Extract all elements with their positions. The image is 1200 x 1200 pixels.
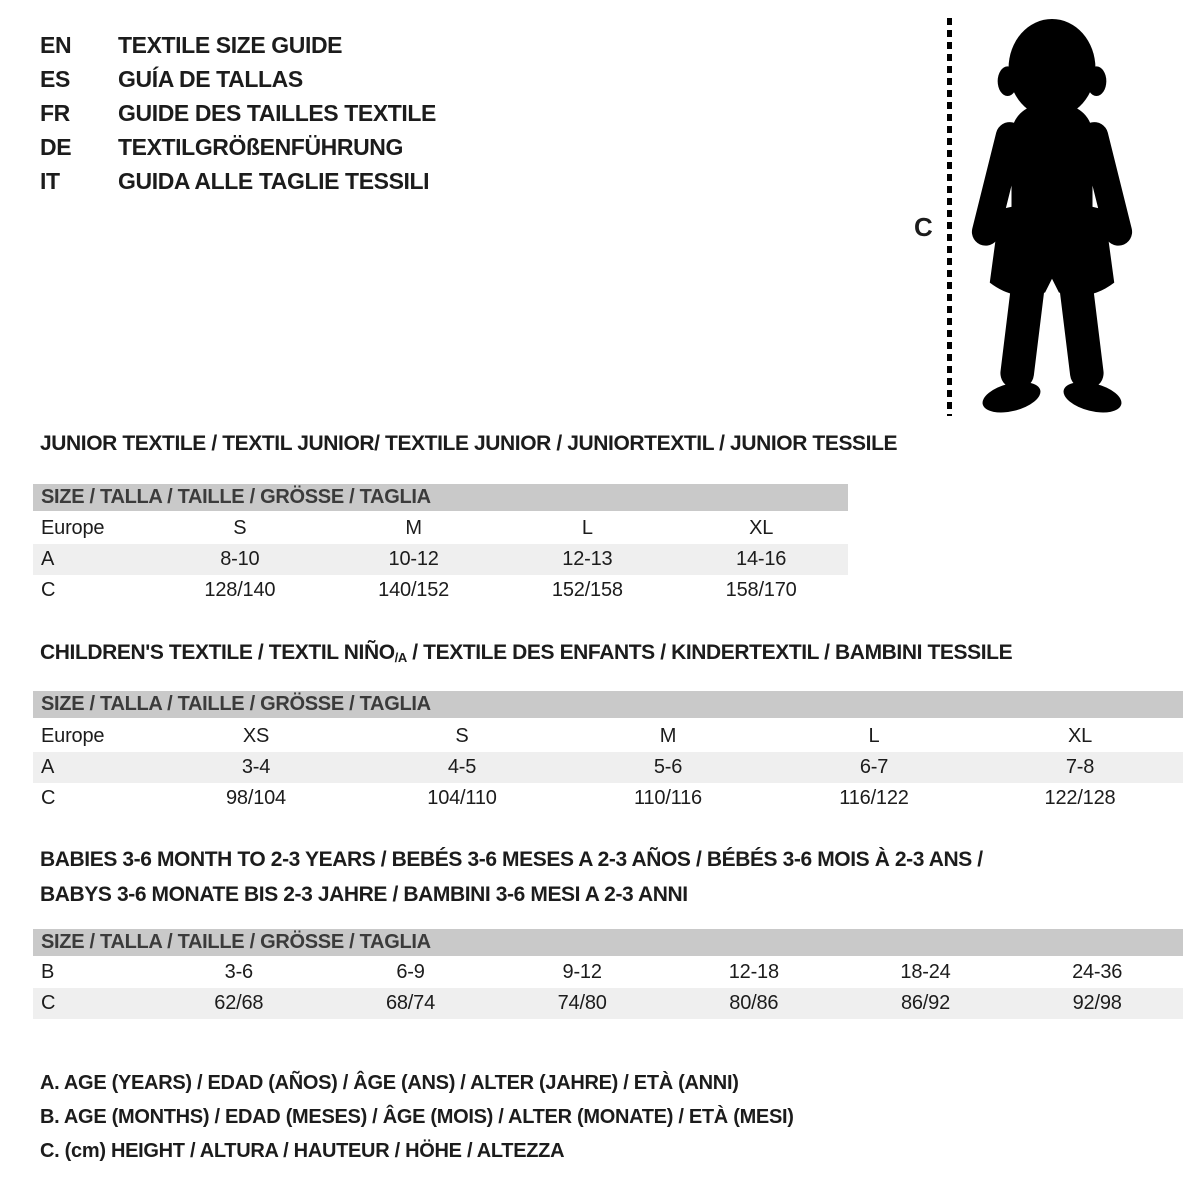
table-cell: Europe (41, 725, 105, 747)
table-cell: 3-6 (224, 961, 253, 983)
table-babies (33, 957, 1183, 1019)
lang-code: DE (40, 133, 72, 160)
lang-code: EN (40, 31, 72, 58)
section-title-children (40, 641, 1012, 665)
table-cell: 7-8 (1065, 756, 1095, 778)
table-cell: 8-10 (220, 548, 260, 570)
lang-code: IT (40, 167, 60, 194)
table-junior (33, 513, 848, 606)
table-cell: C (41, 992, 56, 1014)
table-cell: 80/86 (729, 992, 779, 1014)
table-cell: 98/104 (226, 787, 286, 809)
legend-line-b: B. AGE (MONTHS) / EDAD (MESES) / ÂGE (MOIS) / ALTER (MONATE) / ETÀ (MESI) (40, 1106, 794, 1128)
table-cell: Europe (41, 517, 105, 539)
table-cell: S (233, 517, 247, 539)
lang-row-de (40, 130, 436, 164)
table-cell: M (659, 725, 677, 747)
table-children (33, 721, 1183, 814)
table-cell: L (581, 517, 593, 539)
language-title-block (40, 28, 436, 198)
section-title-children-sub: /A (394, 650, 407, 665)
table-cell: 12-13 (562, 548, 613, 570)
table-cell: 10-12 (388, 548, 439, 570)
section-title-children-main: CHILDREN'S TEXTILE / TEXTIL NIÑO (40, 641, 395, 664)
table-cell: 5-6 (653, 756, 683, 778)
table-cell: L (868, 725, 880, 747)
table-cell: C (41, 787, 56, 809)
table-cell: 140/152 (378, 579, 450, 601)
size-header-bar-children: SIZE / TALLA / TAILLE / GRÖSSE / TAGLIA (33, 691, 1183, 718)
baby-silhouette (966, 14, 1138, 419)
guide-title: GUIDA ALLE TAGLIE TESSILI (118, 167, 430, 194)
table-cell: 12-18 (728, 961, 779, 983)
table-cell: 104/110 (427, 787, 497, 809)
legend-line-a: A. AGE (YEARS) / EDAD (AÑOS) / ÂGE (ANS) / ALTER (JAHRE) / ETÀ (ANNI) (40, 1072, 739, 1094)
section-title-babies-line2: BABYS 3-6 MONATE BIS 2-3 JAHRE / BAMBINI 3-6 MESI A 2-3 ANNI (40, 883, 688, 906)
table-cell: 122/128 (1044, 787, 1116, 809)
table-cell: A (41, 756, 55, 778)
table-cell: 14-16 (736, 548, 787, 570)
table-cell: 9-12 (562, 961, 602, 983)
table-cell: 3-4 (241, 756, 271, 778)
table-cell: 158/170 (725, 579, 797, 601)
table-cell: 92/98 (1072, 992, 1122, 1014)
table-cell: 68/74 (385, 992, 436, 1014)
guide-title: GUÍA DE TALLAS (118, 65, 303, 92)
height-measure-dashed-line (947, 18, 952, 416)
table-cell: S (455, 725, 469, 747)
lang-row-fr (40, 96, 436, 130)
table-cell: 24-36 (1072, 961, 1123, 983)
table-cell: 6-9 (396, 961, 425, 983)
lang-row-it (40, 164, 436, 198)
table-cell: 74/80 (557, 992, 607, 1014)
lang-code: ES (40, 65, 70, 92)
table-cell: 128/140 (204, 579, 276, 601)
table-cell: 4-5 (447, 756, 477, 778)
measurement-legend (40, 1066, 794, 1168)
table-cell: 86/92 (900, 992, 951, 1014)
lang-row-es (40, 62, 436, 96)
table-row-age (33, 544, 848, 575)
table-row-months (33, 957, 1183, 988)
table-cell: A (41, 548, 55, 570)
table-cell: M (405, 517, 422, 539)
guide-title: TEXTILE SIZE GUIDE (118, 31, 343, 58)
guide-title: GUIDE DES TAILLES TEXTILE (118, 99, 436, 126)
height-measure-label: C (914, 212, 933, 242)
size-header-bar-junior: SIZE / TALLA / TAILLE / GRÖSSE / TAGLIA (33, 484, 848, 511)
size-header-bar-babies: SIZE / TALLA / TAILLE / GRÖSSE / TAGLIA (33, 929, 1183, 956)
table-cell: 18-24 (900, 961, 951, 983)
table-cell: 62/68 (214, 992, 264, 1014)
table-cell: C (41, 579, 56, 601)
section-title-junior: JUNIOR TEXTILE / TEXTIL JUNIOR/ TEXTILE JUNIOR / JUNIORTEXTIL / JUNIOR TESSILE (40, 432, 898, 455)
lang-code: FR (40, 99, 70, 126)
guide-title: TEXTILGRÖßENFÜHRUNG (118, 133, 403, 160)
lang-row-en (40, 28, 436, 62)
section-title-babies-line1: BABIES 3-6 MONTH TO 2-3 YEARS / BEBÉS 3-6 MESES A 2-3 AÑOS / BÉBÉS 3-6 MOIS À 2-3 ANS / (40, 848, 983, 871)
legend-line-c: C. (cm) HEIGHT / ALTURA / HAUTEUR / HÖHE / ALTEZZA (40, 1140, 565, 1162)
table-cell: XL (1067, 725, 1093, 747)
section-title-children-rest: / TEXTILE DES ENFANTS / KINDERTEXTIL / BAMBINI TESSILE (406, 641, 1013, 664)
table-cell: 110/116 (634, 787, 702, 809)
table-cell: XS (242, 725, 270, 747)
table-cell: XL (749, 517, 774, 539)
table-row-height (33, 783, 1183, 814)
table-cell: B (41, 961, 55, 983)
section-title-babies (40, 842, 983, 912)
table-row-age (33, 752, 1183, 783)
table-row-height (33, 988, 1183, 1019)
table-cell: 152/158 (551, 579, 623, 601)
table-cell: 116/122 (839, 787, 909, 809)
table-cell: 6-7 (859, 756, 889, 778)
table-row-header (33, 721, 1183, 752)
table-row-header (33, 513, 848, 544)
table-row-height (33, 575, 848, 606)
